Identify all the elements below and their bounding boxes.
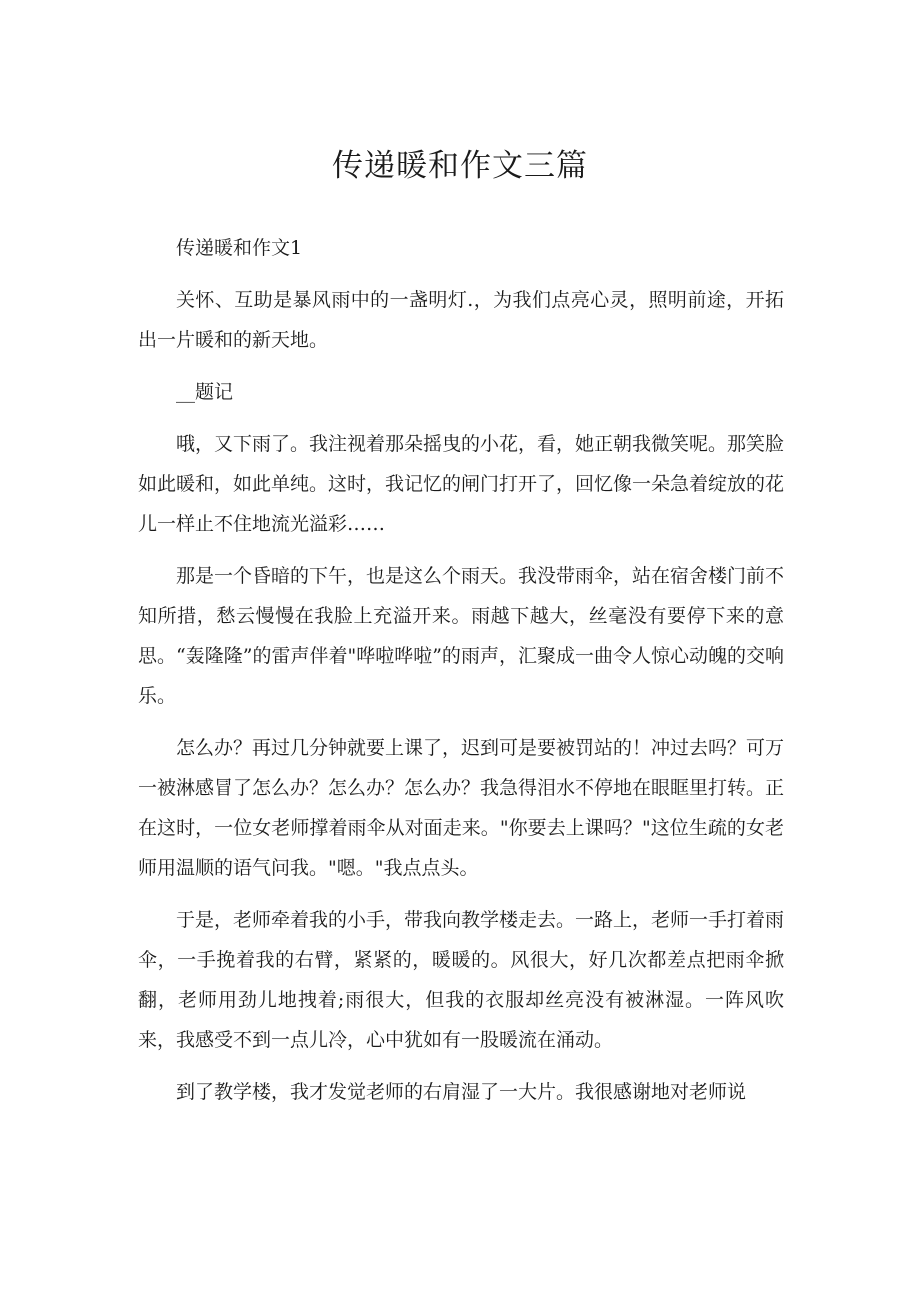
document-title: 传递暖和作文三篇 [332, 148, 588, 184]
section-heading: 传递暖和作文1 [176, 237, 303, 259]
paragraph: 哦，又下雨了。我注视着那朵摇曳的小花，看，她正朝我微笑呢。那笑脸如此暖和，如此单纯。这时，我记忆的闸门打开了，回忆像一朵急着绽放的花儿一样止不住地流光溢彩…… [138, 433, 785, 535]
paragraph: 到了教学楼，我才发觉老师的右肩湿了一大片。我很感谢地对老师说 [176, 1081, 747, 1103]
paragraph: 于是，老师牵着我的小手，带我向教学楼走去。一路上，老师一手打着雨伞，一手挽着我的右臂，紧紧的，暖暖的。风很大，好几次都差点把雨伞掀翻，老师用劲儿地拽着;雨很大，但我的衣服却丝亮没有被淋湿。一阵风吹来，我感受不到一点儿冷，心中犹如有一股暖流在涌动。 [138, 909, 785, 1051]
document-body [138, 228, 784, 1124]
epigraph-attribution: __题记 [176, 381, 234, 403]
paragraph: 那是一个昏暗的下午，也是这么个雨天。我没带雨伞，站在宿舍楼门前不知所措，愁云慢慢在我脸上充溢开来。雨越下越大，丝毫没有要停下来的意思。“轰隆隆”的雷声伴着"哗啦哗啦”的雨声，汇聚成一曲令人惊心动魄的交响乐。 [138, 565, 785, 707]
paragraph: 关怀、互助是暴风雨中的一盏明灯.，为我们点亮心灵，照明前途，开拓出一片暖和的新天地。 [138, 289, 784, 351]
paragraph: 怎么办？再过几分钟就要上课了，迟到可是要被罚站的！冲过去吗？可万一被淋感冒了怎么办？怎么办？怎么办？我急得泪水不停地在眼眶里打转。正在这时，一位女老师撑着雨伞从对面走来。"你要去上课吗？"这位生疏的女老师用温顺的语气问我。"嗯。"我点点头。 [138, 737, 785, 879]
